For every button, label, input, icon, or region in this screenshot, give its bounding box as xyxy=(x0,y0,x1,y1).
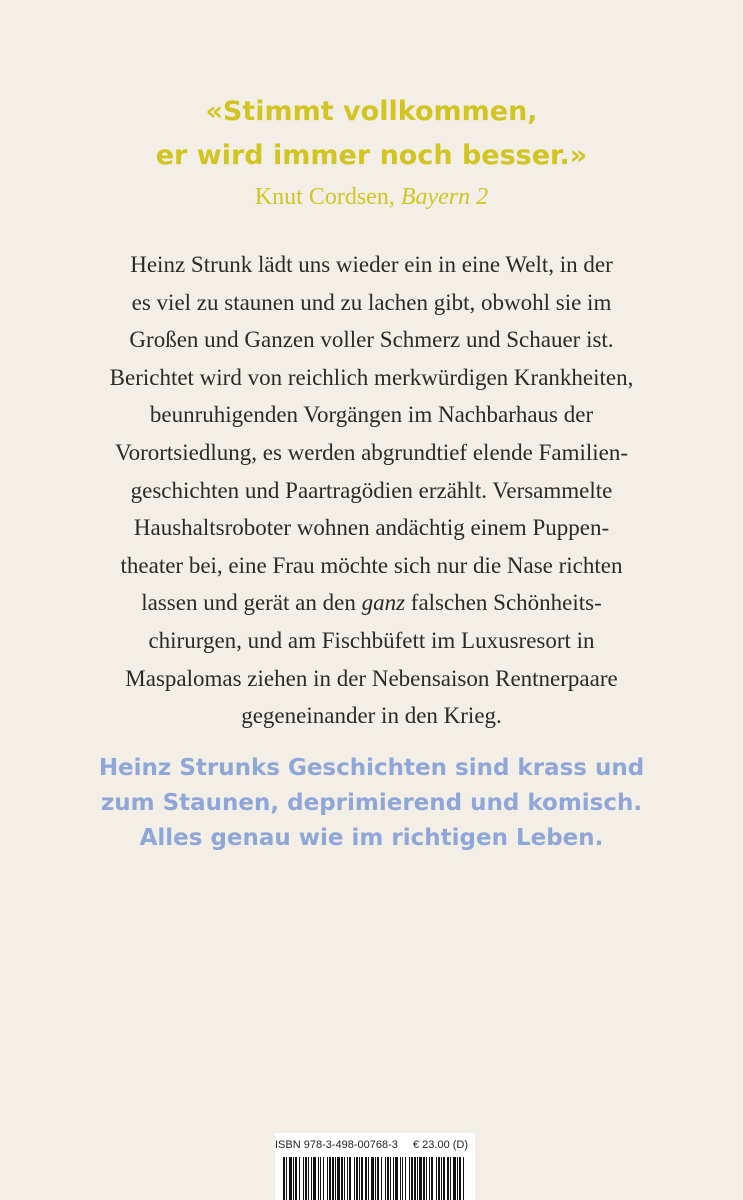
barcode-bar xyxy=(289,1157,292,1200)
barcode-bar xyxy=(323,1157,324,1200)
barcode-bar xyxy=(441,1157,442,1200)
barcode-bar xyxy=(381,1157,382,1200)
barcode-bar xyxy=(405,1157,406,1200)
barcode-bar xyxy=(344,1157,345,1200)
blurb-line: geschichten und Paartragödien erzählt. Versammelte xyxy=(130,477,613,503)
barcode-bar xyxy=(409,1157,410,1200)
barcode-bar xyxy=(450,1157,451,1200)
barcode-bar xyxy=(463,1157,464,1200)
barcode-bar xyxy=(377,1157,379,1200)
barcode-bar xyxy=(459,1157,461,1200)
barcode-bar xyxy=(393,1157,394,1200)
barcode-bar xyxy=(426,1157,427,1200)
barcode-bar xyxy=(371,1157,374,1200)
barcode-bar xyxy=(457,1157,458,1200)
barcode-bar xyxy=(305,1157,307,1200)
isbn-price-label xyxy=(275,1133,475,1157)
barcode-bar xyxy=(411,1157,413,1200)
summary-line: zum Staunen, deprimierend und komisch. xyxy=(100,790,643,816)
quote-line: er wird immer noch besser.» xyxy=(155,140,588,171)
barcode-bar xyxy=(390,1157,391,1200)
barcode xyxy=(275,1157,475,1200)
quote-source: Bayern 2 xyxy=(400,184,489,210)
barcode-bar xyxy=(318,1157,319,1200)
barcode-bar xyxy=(293,1157,294,1200)
quote xyxy=(0,90,743,178)
blurb-line: Maspalomas ziehen in der Nebensaison Rentnerpaare xyxy=(125,665,618,691)
barcode-bar xyxy=(438,1157,440,1200)
barcode-bar xyxy=(347,1157,348,1200)
barcode-bar xyxy=(417,1157,418,1200)
barcode-bar xyxy=(286,1157,287,1200)
barcode-bar xyxy=(423,1157,425,1200)
blurb-line: beunruhigenden Vorgängen im Nachbarhaus der xyxy=(149,402,594,428)
blurb xyxy=(0,246,743,735)
barcode-stripes xyxy=(275,1157,475,1200)
barcode-bar xyxy=(414,1157,416,1200)
barcode-bar xyxy=(332,1157,334,1200)
barcode-bar xyxy=(354,1157,355,1200)
blurb-emphasis: ganz xyxy=(361,590,406,616)
barcode-bar xyxy=(299,1157,300,1200)
barcode-bar xyxy=(349,1157,351,1200)
blurb-line xyxy=(0,584,743,622)
barcode-bar xyxy=(419,1157,422,1200)
barcode-bar xyxy=(395,1157,398,1200)
barcode-bar xyxy=(359,1157,360,1200)
blurb-line: theater bei, eine Frau möchte sich nur die Nase richten xyxy=(120,552,623,578)
quote-line: «Stimmt vollkommen, xyxy=(205,96,538,127)
blurb-text: lassen und gerät an den xyxy=(141,590,356,616)
price-text: € 23.00 (D) xyxy=(412,1139,469,1151)
barcode-bar xyxy=(327,1157,328,1200)
blurb-line: Großen und Ganzen voller Schmerz und Schauer ist. xyxy=(129,327,614,353)
barcode-bar xyxy=(335,1157,336,1200)
isbn-text: ISBN 978-3-498-00768-3 xyxy=(275,1139,398,1151)
barcode-bar xyxy=(337,1157,340,1200)
barcode-bar xyxy=(303,1157,304,1200)
barcode-bar xyxy=(453,1157,456,1200)
barcode-bar xyxy=(361,1157,363,1200)
barcode-bar xyxy=(431,1157,433,1200)
quote-author: Knut Cordsen, xyxy=(254,184,395,210)
barcode-bar xyxy=(341,1157,343,1200)
barcode-bar xyxy=(385,1157,386,1200)
blurb-text: falschen Schönheits- xyxy=(410,590,602,616)
barcode-bar xyxy=(447,1157,449,1200)
barcode-bar xyxy=(402,1157,403,1200)
barcode-bar xyxy=(387,1157,389,1200)
blurb-line: Heinz Strunk lädt uns wieder ein in eine Welt, in der xyxy=(130,252,613,277)
barcode-bar xyxy=(365,1157,367,1200)
blurb-line: Vorortsiedlung, es werden abgrundtief elende Familien- xyxy=(114,439,629,465)
barcode-bar xyxy=(283,1157,285,1200)
barcode-bar xyxy=(308,1157,309,1200)
barcode-bar xyxy=(329,1157,331,1200)
summary xyxy=(0,751,743,856)
barcode-bar xyxy=(320,1157,321,1200)
barcode-bar xyxy=(311,1157,312,1200)
blurb-line: chirurgen, und am Fischbüfett im Luxusresort in xyxy=(148,627,595,653)
barcode-bar xyxy=(436,1157,437,1200)
barcode-bar xyxy=(313,1157,316,1200)
blurb-line: gegeneinander in den Krieg. xyxy=(241,703,502,729)
barcode-bar xyxy=(400,1157,401,1200)
quote-attribution xyxy=(0,180,743,214)
barcode-bar xyxy=(356,1157,358,1200)
barcode-bar xyxy=(368,1157,369,1200)
barcode-bar xyxy=(443,1157,445,1200)
blurb-line: es viel zu staunen und zu lachen gibt, obwohl sie im xyxy=(131,289,612,315)
blurb-line: Haushaltsroboter wohnen andächtig einem Puppen- xyxy=(133,515,610,541)
barcode-bar xyxy=(429,1157,430,1200)
barcode-bar xyxy=(375,1157,376,1200)
barcode-bar xyxy=(295,1157,297,1200)
summary-line: Heinz Strunks Geschichten sind krass und xyxy=(98,755,645,781)
blurb-line: Berichtet wird von reichlich merkwürdigen Krankheiten, xyxy=(109,364,634,390)
summary-line: Alles genau wie im richtigen Leben. xyxy=(139,825,604,851)
